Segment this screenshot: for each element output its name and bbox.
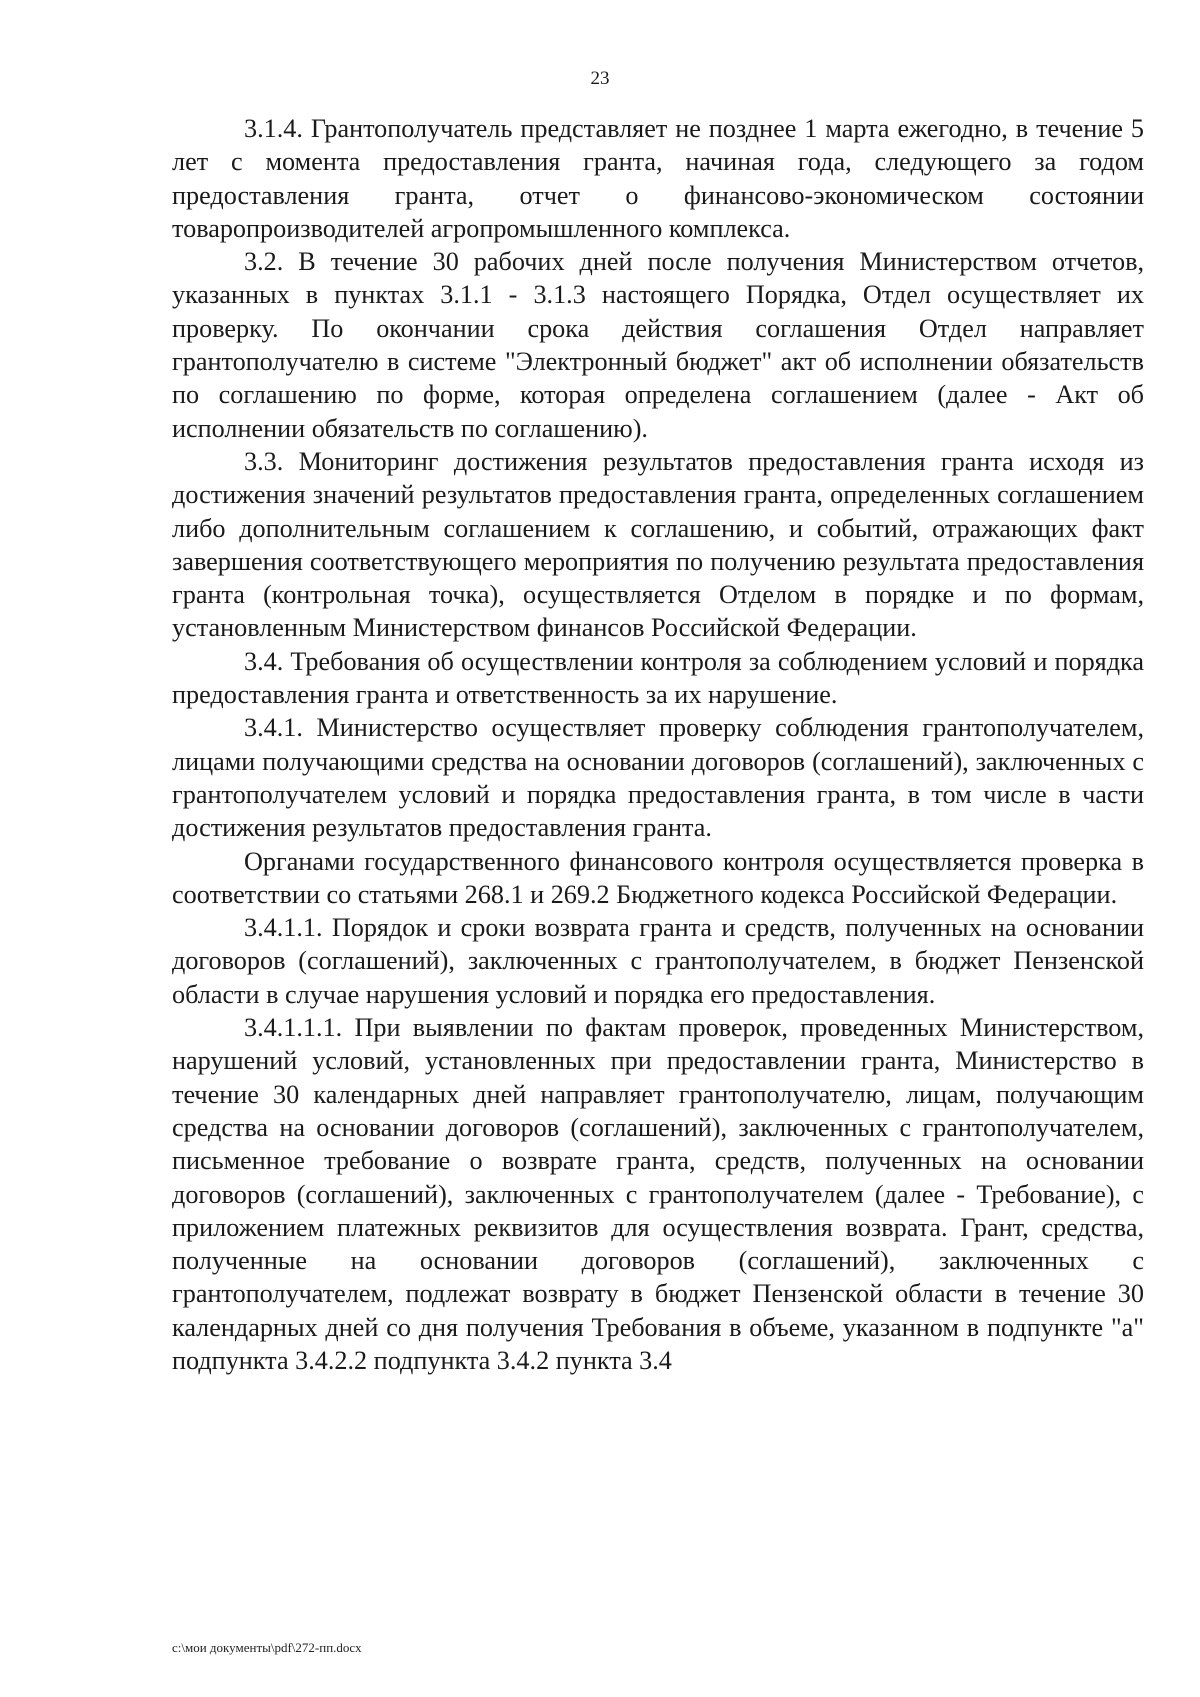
paragraph-3-4: 3.4. Требования об осуществлении контроля за соблюдением условий и порядка предоставления гранта и ответственность за их нарушение.	[172, 646, 1144, 710]
paragraph-3-1-4: 3.1.4. Грантополучатель представляет не позднее 1 марта ежегодно, в течение 5 лет с момента предоставления гранта, начиная года, следующего за годом предоставления гранта, отчет о финансово-экономическом состоянии товаропроизводителей агропромышленного комплекса.	[172, 114, 1144, 243]
paragraph-3-4-1-1: 3.4.1.1. Порядок и сроки возврата гранта и средств, полученных на основании договоров (соглашений), заключенных с грантополучателем, в бюджет Пензенской области в случае нарушения условий и порядка его предоставления.	[172, 913, 1144, 1009]
paragraph-3-4-1: 3.4.1. Министерство осуществляет проверку соблюдения грантополучателем, лицами получающими средства на основании договоров (соглашений), заключенных с грантополучателем условий и порядка предоставления гранта, в том числе в части достижения результатов предоставления гранта.	[172, 713, 1144, 843]
page-number: 23	[590, 68, 610, 89]
paragraph-3-3: 3.3. Мониторинг достижения результатов предоставления гранта исходя из достижения значений результатов предоставления гранта, определенных соглашением либо дополнительным соглашением к соглашению, и событий, отражающих факт завершения соответствующего мероприятия по получению результата предоставления гранта (контрольная точка), осуществляется Отделом в порядке и по формам, установленным Министерством финансов Российской Федерации.	[172, 446, 1144, 643]
paragraph-financial-control: Органами государственного финансового контроля осуществляется проверка в соответствии со статьями 268.1 и 269.2 Бюджетного кодекса Российской Федерации.	[172, 846, 1144, 909]
paragraph-3-4-1-1-1: 3.4.1.1.1. При выявлении по фактам проверок, проведенных Министерством, нарушений условий, установленных при предоставлении гранта, Министерство в течение 30 календарных дней направляет грантополучателю, лицам, получающим средства на основании договоров (соглашений), заключенных с грантополучателем, письменное требование о возврате гранта, средств, полученных на основании договоров (соглашений), заключенных с грантополучателем (далее - Требование), с приложением платежных реквизитов для осуществления возврата. Грант, средства, полученные на основании договоров (соглашений), заключенных с грантополучателем, подлежат возврату в бюджет Пензенской области в течение 30 календарных дней со дня получения Требования в объеме, указанном в подпункте "а" подпункта 3.4.2.2 подпункта 3.4.2 пункта 3.4	[172, 1013, 1144, 1375]
paragraph-3-2: 3.2. В течение 30 рабочих дней после получения Министерством отчетов, указанных в пунктах 3.1.1 - 3.1.3 настоящего Порядка, Отдел осуществляет их проверку. По окончании срока действия соглашения Отдел направляет грантополучателю в системе "Электронный бюджет" акт об исполнении обязательств по соглашению по форме, которая определена соглашением (далее - Акт об исполнении обязательств по соглашению).	[172, 247, 1144, 443]
file-path-footer: c:\мои документы\pdf\272-пп.docx	[172, 1640, 362, 1655]
document-body	[172, 112, 1144, 1377]
